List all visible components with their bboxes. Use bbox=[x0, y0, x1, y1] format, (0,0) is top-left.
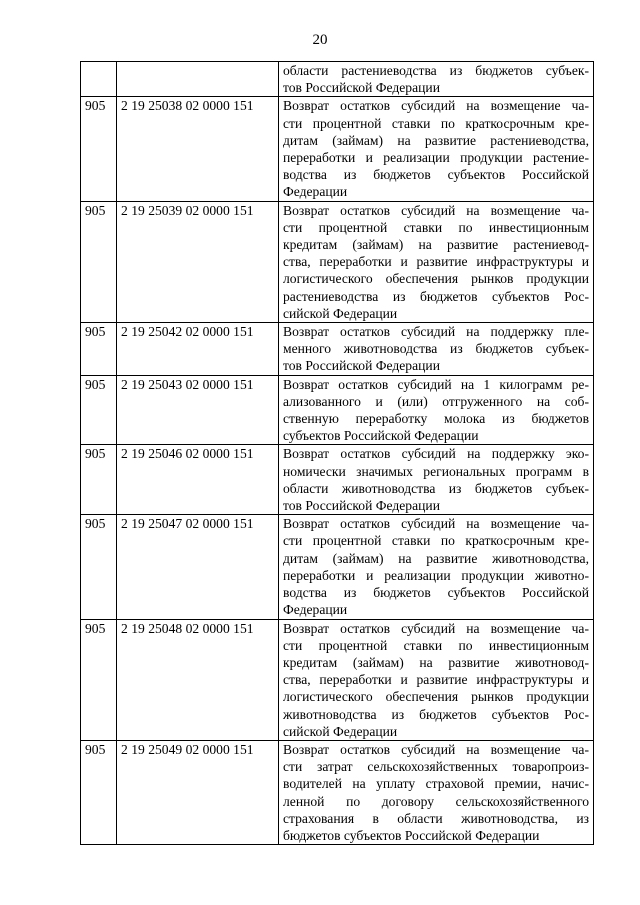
table-row bbox=[81, 201, 594, 322]
description-line: страхования в области животноводства, из bbox=[283, 810, 589, 826]
page-number: 20 bbox=[312, 32, 328, 48]
description-line: Возврат остатков субсидий на возмещение ча- bbox=[283, 202, 589, 218]
budget-classification-code-cell: 2 19 25047 02 0000 151 bbox=[117, 515, 279, 619]
description-line: логистического обеспечения рынков продукции bbox=[283, 271, 589, 287]
description-line: тов Российской Федерации bbox=[283, 80, 440, 96]
description-line: номически значимых региональных программ в bbox=[283, 463, 589, 479]
table-row bbox=[81, 445, 594, 515]
description-line: дитам (займам) на развитие растениеводства, bbox=[283, 132, 589, 148]
description-line: сти процентной ставки по краткосрочным кре- bbox=[283, 115, 589, 131]
description-line: сийской Федерации bbox=[283, 305, 398, 321]
budget-classification-code-cell: 2 19 25043 02 0000 151 bbox=[117, 375, 279, 445]
description-line: Федерации bbox=[283, 184, 348, 200]
description-line: дитам (займам) на развитие животноводства, bbox=[283, 550, 589, 566]
table-row bbox=[81, 375, 594, 445]
revenue-description-cell bbox=[279, 445, 594, 515]
revenue-description-cell bbox=[279, 375, 594, 445]
revenue-description-cell bbox=[279, 201, 594, 322]
description-line: Возврат остатков субсидий на поддержку эко- bbox=[283, 446, 589, 462]
description-line: водителей на уплату страховой премии, начис- bbox=[283, 776, 589, 792]
description-line: Возврат остатков субсидий на возмещение ча- bbox=[283, 620, 589, 636]
table-row bbox=[81, 97, 594, 201]
admin-code-cell bbox=[81, 62, 117, 97]
budget-classification-code-cell: 2 19 25038 02 0000 151 bbox=[117, 97, 279, 201]
revenue-description-cell bbox=[279, 97, 594, 201]
revenue-description-cell bbox=[279, 740, 594, 844]
admin-code-cell: 905 bbox=[81, 740, 117, 844]
description-line: менного животноводства из бюджетов субъек- bbox=[283, 341, 589, 357]
description-line: тов Российской Федерации bbox=[283, 498, 440, 514]
admin-code-cell: 905 bbox=[81, 201, 117, 322]
description-line: сти процентной ставки по инвестиционным bbox=[283, 637, 589, 653]
budget-classification-code-cell bbox=[117, 62, 279, 97]
description-line: сти затрат сельскохозяйственных товаропроиз- bbox=[283, 759, 589, 775]
description-line: водства из бюджетов субъектов Российской bbox=[283, 167, 589, 183]
description-line: сийской Федерации bbox=[283, 723, 398, 739]
revenue-description-cell bbox=[279, 619, 594, 740]
budget-classification-code-cell: 2 19 25039 02 0000 151 bbox=[117, 201, 279, 322]
admin-code-cell: 905 bbox=[81, 323, 117, 376]
table-row bbox=[81, 323, 594, 376]
table-row bbox=[81, 740, 594, 844]
description-line: кредитам (займам) на развитие животновод- bbox=[283, 654, 589, 670]
revenue-description-cell bbox=[279, 62, 594, 97]
description-line: ства, переработки и развитие инфраструктуры и bbox=[283, 254, 589, 270]
revenue-description-cell bbox=[279, 515, 594, 619]
admin-code-cell: 905 bbox=[81, 515, 117, 619]
budget-classification-code-cell: 2 19 25042 02 0000 151 bbox=[117, 323, 279, 376]
revenue-description-cell bbox=[279, 323, 594, 376]
description-line: Возврат остатков субсидий на возмещение ча- bbox=[283, 98, 589, 114]
description-line: логистического обеспечения рынков продукции bbox=[283, 689, 589, 705]
description-line: ственную переработку молока из бюджетов bbox=[283, 411, 589, 427]
table-body bbox=[81, 62, 594, 845]
description-line: бюджетов субъектов Российской Федерации bbox=[283, 827, 540, 843]
description-line: сти процентной ставки по краткосрочным кре- bbox=[283, 533, 589, 549]
description-line: переработки и реализации продукции растение- bbox=[283, 150, 589, 166]
admin-code-cell: 905 bbox=[81, 445, 117, 515]
description-line: Возврат остатков субсидий на 1 килограмм ре- bbox=[283, 376, 589, 392]
description-line: Возврат остатков субсидий на поддержку пле- bbox=[283, 324, 589, 340]
description-line: субъектов Российской Федерации bbox=[283, 428, 479, 444]
description-line: тов Российской Федерации bbox=[283, 358, 440, 374]
description-line: ализованного и (или) отгруженного на соб- bbox=[283, 393, 589, 409]
description-line: сти процентной ставки по инвестиционным bbox=[283, 219, 589, 235]
description-line: ленной по договору сельскохозяйственного bbox=[283, 793, 589, 809]
admin-code-cell: 905 bbox=[81, 375, 117, 445]
admin-code-cell: 905 bbox=[81, 619, 117, 740]
description-line: ства, переработки и развитие инфраструктуры и bbox=[283, 672, 589, 688]
description-line: переработки и реализации продукции животно- bbox=[283, 567, 589, 583]
description-line: области животноводства из бюджетов субъек- bbox=[283, 480, 589, 496]
description-line: растениеводства из бюджетов субъектов Рос- bbox=[283, 288, 589, 304]
description-line: Федерации bbox=[283, 602, 348, 618]
description-line: Возврат остатков субсидий на возмещение ча- bbox=[283, 516, 589, 532]
budget-classification-code-cell: 2 19 25046 02 0000 151 bbox=[117, 445, 279, 515]
budget-code-table bbox=[80, 61, 594, 845]
description-line: водства из бюджетов субъектов Российской bbox=[283, 585, 589, 601]
budget-classification-code-cell: 2 19 25048 02 0000 151 bbox=[117, 619, 279, 740]
description-line: кредитам (займам) на развитие растениевод- bbox=[283, 237, 589, 253]
admin-code-cell: 905 bbox=[81, 97, 117, 201]
description-line: животноводства из бюджетов субъектов Рос- bbox=[283, 706, 589, 722]
description-line: области растениеводства из бюджетов субъек- bbox=[283, 63, 589, 78]
budget-classification-code-cell: 2 19 25049 02 0000 151 bbox=[117, 740, 279, 844]
table-row bbox=[81, 62, 594, 97]
table-row bbox=[81, 619, 594, 740]
table-row bbox=[81, 515, 594, 619]
description-line: Возврат остатков субсидий на возмещение ча- bbox=[283, 741, 589, 757]
